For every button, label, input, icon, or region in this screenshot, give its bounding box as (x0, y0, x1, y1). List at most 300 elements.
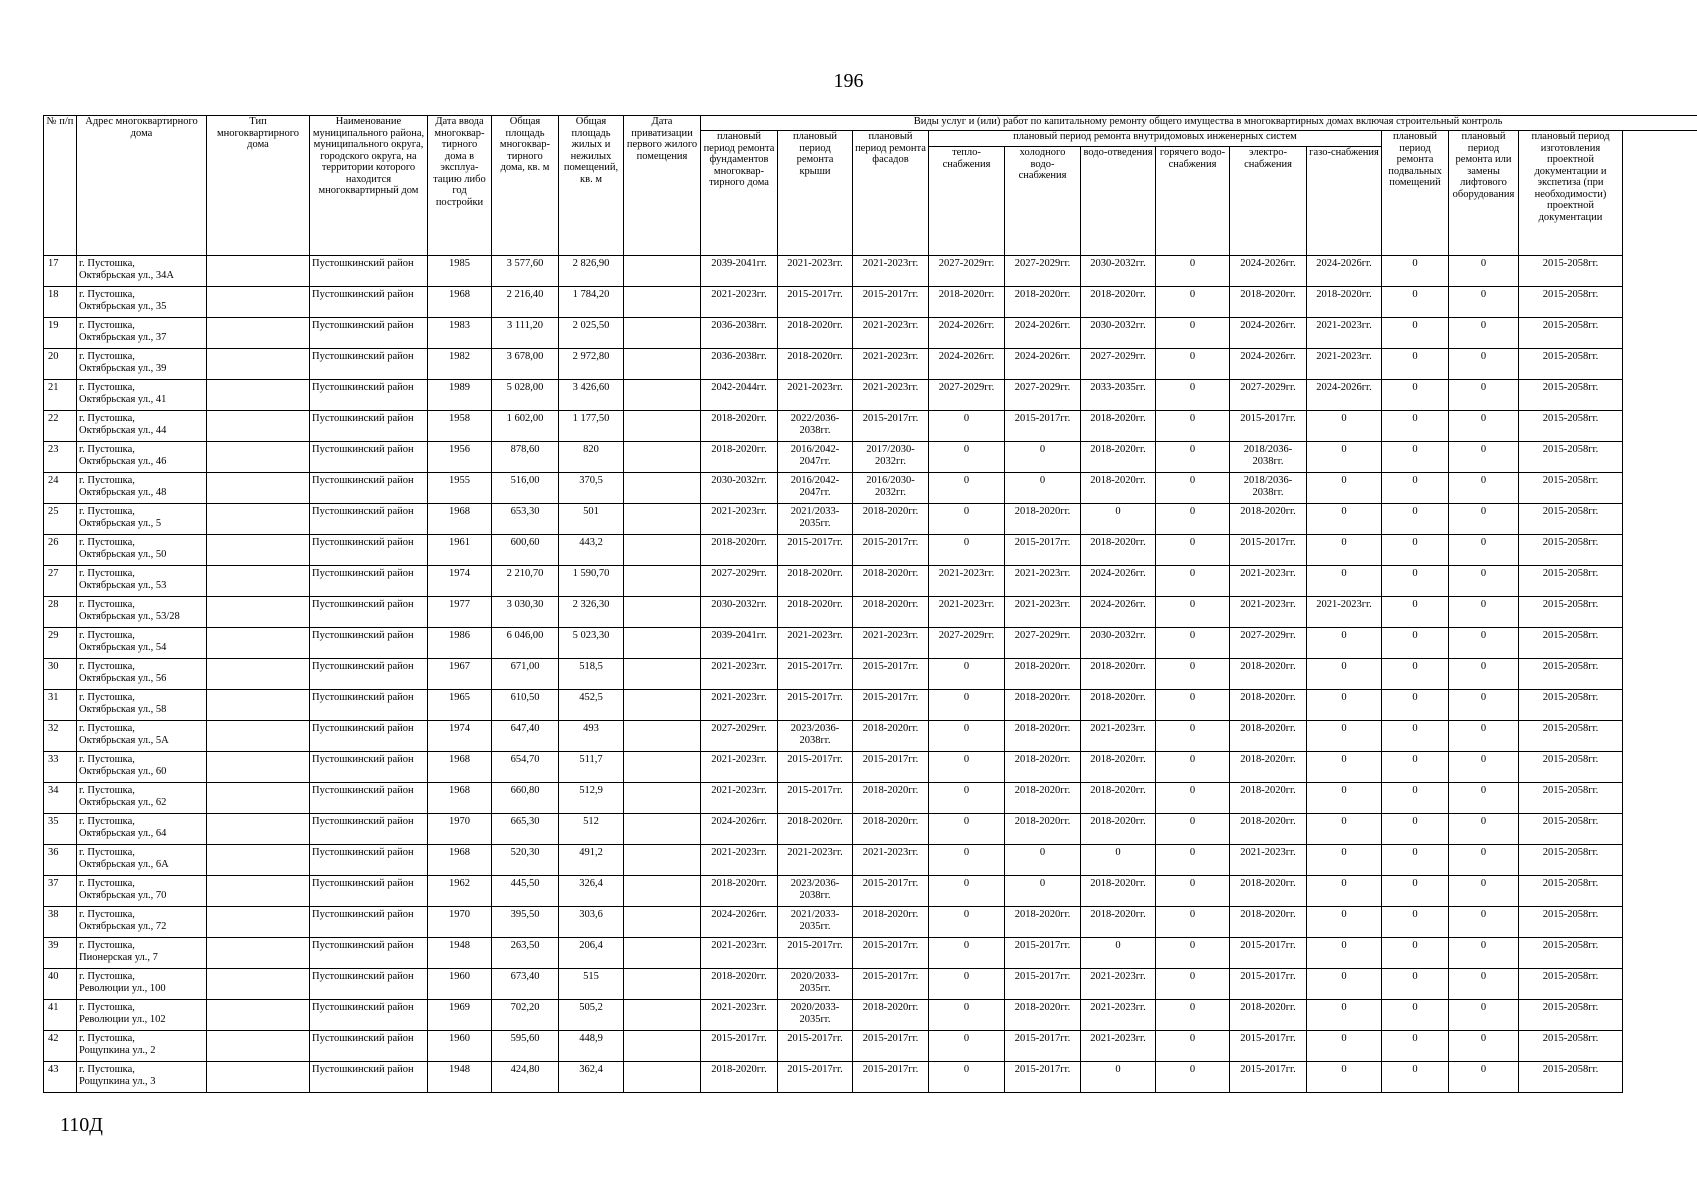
cell-address (77, 597, 207, 628)
cell-cold-water-period: 2018-2020гг. (1005, 752, 1081, 783)
cell-living-area: 2 025,50 (559, 318, 624, 349)
cell-address (77, 1031, 207, 1062)
cell-elevator-period: 0 (1449, 752, 1519, 783)
cell-hot-water-period: 0 (1156, 659, 1230, 690)
table-row (44, 752, 1697, 783)
cell-roof-period: 2018-2020гг. (778, 318, 853, 349)
cell-roof-period: 2015-2017гг. (778, 938, 853, 969)
cell-cold-water-period: 2018-2020гг. (1005, 504, 1081, 535)
cell-living-area: 5 023,30 (559, 628, 624, 659)
cell-address (77, 318, 207, 349)
table-row (44, 473, 1697, 504)
address-street: Пионерская ул., 7 (79, 951, 158, 963)
cell-cold-water-period: 0 (1005, 473, 1081, 504)
cell-total-area: 3 678,00 (492, 349, 559, 380)
col-header-address: Адрес многоквартирного дома (77, 116, 207, 256)
cell-total-area: 702,20 (492, 1000, 559, 1031)
col-header-roof: плановый период ремонта крыши (778, 131, 853, 256)
cell-district: Пустошкинский район (310, 783, 428, 814)
cell-heat-supply-period: 2027-2029гг. (929, 628, 1005, 659)
cell-gas-period: 0 (1307, 1062, 1382, 1093)
cell-electric-period: 2018/2036-2038гг. (1230, 442, 1307, 473)
cell-facade-period: 2018-2020гг. (853, 1000, 929, 1031)
cell-foundation-period: 2039-2041гг. (701, 628, 778, 659)
cell-electric-period: 2018-2020гг. (1230, 721, 1307, 752)
cell-basement-period: 0 (1382, 752, 1449, 783)
cell-heat-supply-period: 0 (929, 783, 1005, 814)
cell-privatization-date (624, 628, 701, 659)
cell-sewer-period: 2021-2023гг. (1081, 1031, 1156, 1062)
cell-elevator-period: 0 (1449, 566, 1519, 597)
cell-foundation-period: 2027-2029гг. (701, 721, 778, 752)
cell-cold-water-period: 0 (1005, 876, 1081, 907)
cell-year: 1960 (428, 969, 492, 1000)
cell-elevator-period: 0 (1449, 473, 1519, 504)
col-header-total-area: Общая площадь многоквар-тирного дома, кв. м (492, 116, 559, 256)
cell-gas-period: 0 (1307, 907, 1382, 938)
cell-roof-period: 2018-2020гг. (778, 814, 853, 845)
address-street: Рощупкина ул., 2 (79, 1044, 156, 1056)
cell-design-period: 2015-2058гг. (1519, 814, 1623, 845)
cell-sewer-period: 0 (1081, 845, 1156, 876)
col-header-cold-water: холодного водо-снабжения (1005, 147, 1081, 256)
cell-design-period: 2015-2058гг. (1519, 504, 1623, 535)
cell-cold-water-period: 2024-2026гг. (1005, 318, 1081, 349)
cell-year: 1985 (428, 256, 492, 287)
col-header-design: плановый период изготовления проектной документации и экспетиза (при необходимости) проектной документации (1519, 131, 1623, 256)
cell-foundation-period: 2018-2020гг. (701, 442, 778, 473)
cell-building-type (207, 814, 310, 845)
cell-basement-period: 0 (1382, 535, 1449, 566)
cell-building-type (207, 349, 310, 380)
cell-foundation-period: 2021-2023гг. (701, 1000, 778, 1031)
cell-design-period: 2015-2058гг. (1519, 659, 1623, 690)
cell-heat-supply-period: 0 (929, 473, 1005, 504)
cell-heat-supply-period: 2027-2029гг. (929, 380, 1005, 411)
cell-district: Пустошкинский район (310, 876, 428, 907)
table-row (44, 566, 1697, 597)
cell-year: 1956 (428, 442, 492, 473)
cell-building-type (207, 845, 310, 876)
cell-building-type (207, 1031, 310, 1062)
cell-address (77, 535, 207, 566)
cell-heat-supply-period: 2021-2023гг. (929, 597, 1005, 628)
cell-sewer-period: 2018-2020гг. (1081, 907, 1156, 938)
table-row (44, 845, 1697, 876)
cell-total-area: 600,60 (492, 535, 559, 566)
table-row (44, 814, 1697, 845)
cell-building-type (207, 380, 310, 411)
cell-privatization-date (624, 411, 701, 442)
cell-roof-period: 2015-2017гг. (778, 1031, 853, 1062)
address-street: Октябрьская ул., 72 (79, 920, 167, 932)
cell-heat-supply-period: 0 (929, 411, 1005, 442)
address-street: Октябрьская ул., 58 (79, 703, 167, 715)
cell-elevator-period: 0 (1449, 411, 1519, 442)
cell-gas-period: 2024-2026гг. (1307, 380, 1382, 411)
cell-facade-period: 2021-2023гг. (853, 256, 929, 287)
cell-roof-period: 2020/2033-2035гг. (778, 1000, 853, 1031)
cell-living-area: 493 (559, 721, 624, 752)
cell-total-area: 660,80 (492, 783, 559, 814)
cell-roof-period: 2023/2036-2038гг. (778, 721, 853, 752)
cell-address (77, 690, 207, 721)
cell-building-type (207, 628, 310, 659)
cell-electric-period: 2015-2017гг. (1230, 969, 1307, 1000)
cell-hot-water-period: 0 (1156, 411, 1230, 442)
cell-facade-period: 2016/2030-2032гг. (853, 473, 929, 504)
cell-living-area: 512,9 (559, 783, 624, 814)
cell-sewer-period: 2018-2020гг. (1081, 876, 1156, 907)
cell-row-number: 43 (44, 1062, 77, 1093)
cell-roof-period: 2021/2033-2035гг. (778, 504, 853, 535)
cell-privatization-date (624, 938, 701, 969)
cell-total-area: 654,70 (492, 752, 559, 783)
cell-address (77, 411, 207, 442)
cell-electric-period: 2018-2020гг. (1230, 690, 1307, 721)
cell-row-number: 36 (44, 845, 77, 876)
cell-design-period: 2015-2058гг. (1519, 1000, 1623, 1031)
cell-year: 1948 (428, 1062, 492, 1093)
cell-address (77, 566, 207, 597)
cell-foundation-period: 2042-2044гг. (701, 380, 778, 411)
cell-privatization-date (624, 1062, 701, 1093)
table-row (44, 256, 1697, 287)
cell-year: 1968 (428, 752, 492, 783)
cell-privatization-date (624, 504, 701, 535)
cell-basement-period: 0 (1382, 814, 1449, 845)
cell-hot-water-period: 0 (1156, 318, 1230, 349)
cell-year: 1969 (428, 1000, 492, 1031)
cell-building-type (207, 473, 310, 504)
cell-district: Пустошкинский район (310, 473, 428, 504)
cell-row-number: 26 (44, 535, 77, 566)
cell-district: Пустошкинский район (310, 752, 428, 783)
cell-design-period: 2015-2058гг. (1519, 473, 1623, 504)
cell-row-number: 29 (44, 628, 77, 659)
cell-foundation-period: 2036-2038гг. (701, 318, 778, 349)
cell-privatization-date (624, 380, 701, 411)
cell-elevator-period: 0 (1449, 1000, 1519, 1031)
cell-gas-period: 0 (1307, 411, 1382, 442)
cell-hot-water-period: 0 (1156, 814, 1230, 845)
cell-address (77, 845, 207, 876)
cell-foundation-period: 2027-2029гг. (701, 566, 778, 597)
cell-row-number: 38 (44, 907, 77, 938)
cell-foundation-period: 2018-2020гг. (701, 411, 778, 442)
cell-roof-period: 2021-2023гг. (778, 845, 853, 876)
cell-address (77, 907, 207, 938)
cell-design-period: 2015-2058гг. (1519, 783, 1623, 814)
cell-year: 1960 (428, 1031, 492, 1062)
cell-row-number: 40 (44, 969, 77, 1000)
cell-living-area: 303,6 (559, 907, 624, 938)
cell-year: 1986 (428, 628, 492, 659)
cell-living-area: 2 826,90 (559, 256, 624, 287)
cell-total-area: 263,50 (492, 938, 559, 969)
cell-privatization-date (624, 690, 701, 721)
cell-design-period: 2015-2058гг. (1519, 628, 1623, 659)
cell-design-period: 2015-2058гг. (1519, 597, 1623, 628)
cell-year: 1965 (428, 690, 492, 721)
cell-total-area: 2 216,40 (492, 287, 559, 318)
cell-gas-period: 0 (1307, 876, 1382, 907)
cell-elevator-period: 0 (1449, 659, 1519, 690)
cell-hot-water-period: 0 (1156, 1031, 1230, 1062)
cell-foundation-period: 2024-2026гг. (701, 907, 778, 938)
cell-facade-period: 2021-2023гг. (853, 845, 929, 876)
cell-basement-period: 0 (1382, 845, 1449, 876)
cell-basement-period: 0 (1382, 876, 1449, 907)
page-number: 196 (833, 70, 864, 92)
cell-privatization-date (624, 566, 701, 597)
cell-row-number: 31 (44, 690, 77, 721)
table-row (44, 287, 1697, 318)
cell-heat-supply-period: 0 (929, 535, 1005, 566)
cell-hot-water-period: 0 (1156, 1000, 1230, 1031)
cell-hot-water-period: 0 (1156, 845, 1230, 876)
address-street: Октябрьская ул., 53 (79, 579, 167, 591)
cell-elevator-period: 0 (1449, 783, 1519, 814)
cell-cold-water-period: 2024-2026гг. (1005, 349, 1081, 380)
table-row (44, 876, 1697, 907)
cell-district: Пустошкинский район (310, 814, 428, 845)
cell-hot-water-period: 0 (1156, 256, 1230, 287)
cell-district: Пустошкинский район (310, 566, 428, 597)
cell-sewer-period: 2018-2020гг. (1081, 473, 1156, 504)
cell-electric-period: 2015-2017гг. (1230, 535, 1307, 566)
cell-district: Пустошкинский район (310, 659, 428, 690)
cell-hot-water-period: 0 (1156, 752, 1230, 783)
cell-building-type (207, 1062, 310, 1093)
cell-hot-water-period: 0 (1156, 380, 1230, 411)
cell-sewer-period: 2033-2035гг. (1081, 380, 1156, 411)
cell-cold-water-period: 2015-2017гг. (1005, 1031, 1081, 1062)
cell-basement-period: 0 (1382, 969, 1449, 1000)
table-row (44, 969, 1697, 1000)
cell-facade-period: 2018-2020гг. (853, 907, 929, 938)
cell-cold-water-period: 2018-2020гг. (1005, 814, 1081, 845)
table-row (44, 721, 1697, 752)
cell-total-area: 595,60 (492, 1031, 559, 1062)
address-city: г. Пустошка, (79, 723, 135, 734)
cell-facade-period: 2021-2023гг. (853, 349, 929, 380)
cell-cold-water-period: 0 (1005, 845, 1081, 876)
cell-heat-supply-period: 2021-2023гг. (929, 566, 1005, 597)
cell-privatization-date (624, 752, 701, 783)
cell-row-number: 19 (44, 318, 77, 349)
cell-living-area: 452,5 (559, 690, 624, 721)
cell-foundation-period: 2021-2023гг. (701, 845, 778, 876)
address-street: Октябрьская ул., 53/28 (79, 610, 180, 622)
cell-district: Пустошкинский район (310, 597, 428, 628)
col-header-hot-water: горячего водо-снабжения (1156, 147, 1230, 256)
cell-building-type (207, 1000, 310, 1031)
cell-sewer-period: 2018-2020гг. (1081, 659, 1156, 690)
cell-facade-period: 2015-2017гг. (853, 938, 929, 969)
cell-hot-water-period: 0 (1156, 969, 1230, 1000)
cell-basement-period: 0 (1382, 380, 1449, 411)
cell-foundation-period: 2018-2020гг. (701, 1062, 778, 1093)
cell-sewer-period: 0 (1081, 504, 1156, 535)
cell-total-area: 878,60 (492, 442, 559, 473)
cell-roof-period: 2015-2017гг. (778, 535, 853, 566)
cell-living-area: 2 972,80 (559, 349, 624, 380)
cell-year: 1948 (428, 938, 492, 969)
table-row (44, 690, 1697, 721)
cell-living-area: 515 (559, 969, 624, 1000)
cell-elevator-period: 0 (1449, 597, 1519, 628)
cell-cold-water-period: 2015-2017гг. (1005, 1062, 1081, 1093)
cell-living-area: 505,2 (559, 1000, 624, 1031)
cell-electric-period: 2021-2023гг. (1230, 566, 1307, 597)
address-city: г. Пустошка, (79, 754, 135, 765)
cell-elevator-period: 0 (1449, 814, 1519, 845)
address-city: г. Пустошка, (79, 971, 135, 982)
col-header-gas: газо-снабжения (1307, 147, 1382, 256)
cell-roof-period: 2021-2023гг. (778, 628, 853, 659)
cell-design-period: 2015-2058гг. (1519, 1031, 1623, 1062)
cell-row-number: 27 (44, 566, 77, 597)
cell-privatization-date (624, 597, 701, 628)
cell-building-type (207, 256, 310, 287)
cell-design-period: 2015-2058гг. (1519, 318, 1623, 349)
cell-basement-period: 0 (1382, 318, 1449, 349)
cell-privatization-date (624, 287, 701, 318)
address-city: г. Пустошка, (79, 599, 135, 610)
cell-gas-period: 0 (1307, 783, 1382, 814)
cell-elevator-period: 0 (1449, 721, 1519, 752)
cell-foundation-period: 2030-2032гг. (701, 597, 778, 628)
cell-basement-period: 0 (1382, 287, 1449, 318)
cell-sewer-period: 2021-2023гг. (1081, 969, 1156, 1000)
cell-address (77, 783, 207, 814)
cell-building-type (207, 566, 310, 597)
col-header-heat: тепло-снабжения (929, 147, 1005, 256)
cell-year: 1955 (428, 473, 492, 504)
cell-elevator-period: 0 (1449, 318, 1519, 349)
cell-year: 1968 (428, 504, 492, 535)
col-header-year: Дата ввода многоквар-тирного дома в эксплуа-тацию либо год постройки (428, 116, 492, 256)
cell-address (77, 442, 207, 473)
cell-district: Пустошкинский район (310, 721, 428, 752)
cell-privatization-date (624, 318, 701, 349)
cell-design-period: 2015-2058гг. (1519, 535, 1623, 566)
cell-basement-period: 0 (1382, 442, 1449, 473)
col-header-sewer: водо-отведения (1081, 147, 1156, 256)
cell-row-number: 39 (44, 938, 77, 969)
cell-design-period: 2015-2058гг. (1519, 938, 1623, 969)
cell-heat-supply-period: 0 (929, 1062, 1005, 1093)
cell-total-area: 653,30 (492, 504, 559, 535)
cell-address (77, 473, 207, 504)
cell-year: 1977 (428, 597, 492, 628)
cell-design-period: 2015-2058гг. (1519, 256, 1623, 287)
cell-building-type (207, 907, 310, 938)
cell-heat-supply-period: 0 (929, 659, 1005, 690)
cell-design-period: 2015-2058гг. (1519, 442, 1623, 473)
table-row (44, 597, 1697, 628)
cell-design-period: 2015-2058гг. (1519, 752, 1623, 783)
cell-gas-period: 2021-2023гг. (1307, 318, 1382, 349)
cell-total-area: 424,80 (492, 1062, 559, 1093)
cell-row-number: 28 (44, 597, 77, 628)
address-city: г. Пустошка, (79, 1064, 135, 1075)
cell-year: 1983 (428, 318, 492, 349)
table-row (44, 504, 1697, 535)
cell-electric-period: 2021-2023гг. (1230, 845, 1307, 876)
cell-district: Пустошкинский район (310, 969, 428, 1000)
cell-hot-water-period: 0 (1156, 628, 1230, 659)
cell-roof-period: 2021-2023гг. (778, 256, 853, 287)
cell-cold-water-period: 2018-2020гг. (1005, 783, 1081, 814)
cell-cold-water-period: 2015-2017гг. (1005, 938, 1081, 969)
cell-address (77, 814, 207, 845)
cell-cold-water-period: 2021-2023гг. (1005, 566, 1081, 597)
address-city: г. Пустошка, (79, 1002, 135, 1013)
cell-facade-period: 2018-2020гг. (853, 504, 929, 535)
cell-district: Пустошкинский район (310, 411, 428, 442)
capital-repair-table-container (43, 115, 1656, 1093)
cell-address (77, 969, 207, 1000)
cell-hot-water-period: 0 (1156, 473, 1230, 504)
address-street: Октябрьская ул., 37 (79, 331, 167, 343)
address-street: Октябрьская ул., 34А (79, 269, 174, 281)
table-row (44, 535, 1697, 566)
cell-row-number: 32 (44, 721, 77, 752)
cell-privatization-date (624, 256, 701, 287)
address-street: Октябрьская ул., 5А (79, 734, 169, 746)
address-city: г. Пустошка, (79, 444, 135, 455)
cell-heat-supply-period: 2024-2026гг. (929, 349, 1005, 380)
col-header-elevator: плановый период ремонта или замены лифтового оборудования (1449, 131, 1519, 256)
cell-foundation-period: 2024-2026гг. (701, 814, 778, 845)
cell-electric-period: 2018-2020гг. (1230, 1000, 1307, 1031)
capital-repair-table (43, 115, 1697, 1093)
cell-building-type (207, 783, 310, 814)
cell-roof-period: 2022/2036-2038гг. (778, 411, 853, 442)
cell-year: 1970 (428, 814, 492, 845)
table-row (44, 318, 1697, 349)
table-row (44, 659, 1697, 690)
cell-sewer-period: 2018-2020гг. (1081, 442, 1156, 473)
cell-heat-supply-period: 0 (929, 969, 1005, 1000)
address-street: Октябрьская ул., 50 (79, 548, 167, 560)
address-street: Октябрьская ул., 48 (79, 486, 167, 498)
cell-elevator-period: 0 (1449, 287, 1519, 318)
cell-hot-water-period: 0 (1156, 783, 1230, 814)
cell-electric-period: 2018-2020гг. (1230, 783, 1307, 814)
cell-total-area: 2 210,70 (492, 566, 559, 597)
cell-building-type (207, 411, 310, 442)
cell-foundation-period: 2030-2032гг. (701, 473, 778, 504)
cell-elevator-period: 0 (1449, 256, 1519, 287)
cell-gas-period: 0 (1307, 752, 1382, 783)
cell-address (77, 938, 207, 969)
cell-elevator-period: 0 (1449, 380, 1519, 411)
cell-hot-water-period: 0 (1156, 907, 1230, 938)
cell-privatization-date (624, 969, 701, 1000)
cell-district: Пустошкинский район (310, 845, 428, 876)
cell-year: 1968 (428, 783, 492, 814)
address-city: г. Пустошка, (79, 816, 135, 827)
cell-cold-water-period: 2018-2020гг. (1005, 659, 1081, 690)
cell-elevator-period: 0 (1449, 349, 1519, 380)
cell-foundation-period: 2021-2023гг. (701, 287, 778, 318)
cell-design-period: 2015-2058гг. (1519, 411, 1623, 442)
cell-district: Пустошкинский район (310, 380, 428, 411)
cell-basement-period: 0 (1382, 1000, 1449, 1031)
